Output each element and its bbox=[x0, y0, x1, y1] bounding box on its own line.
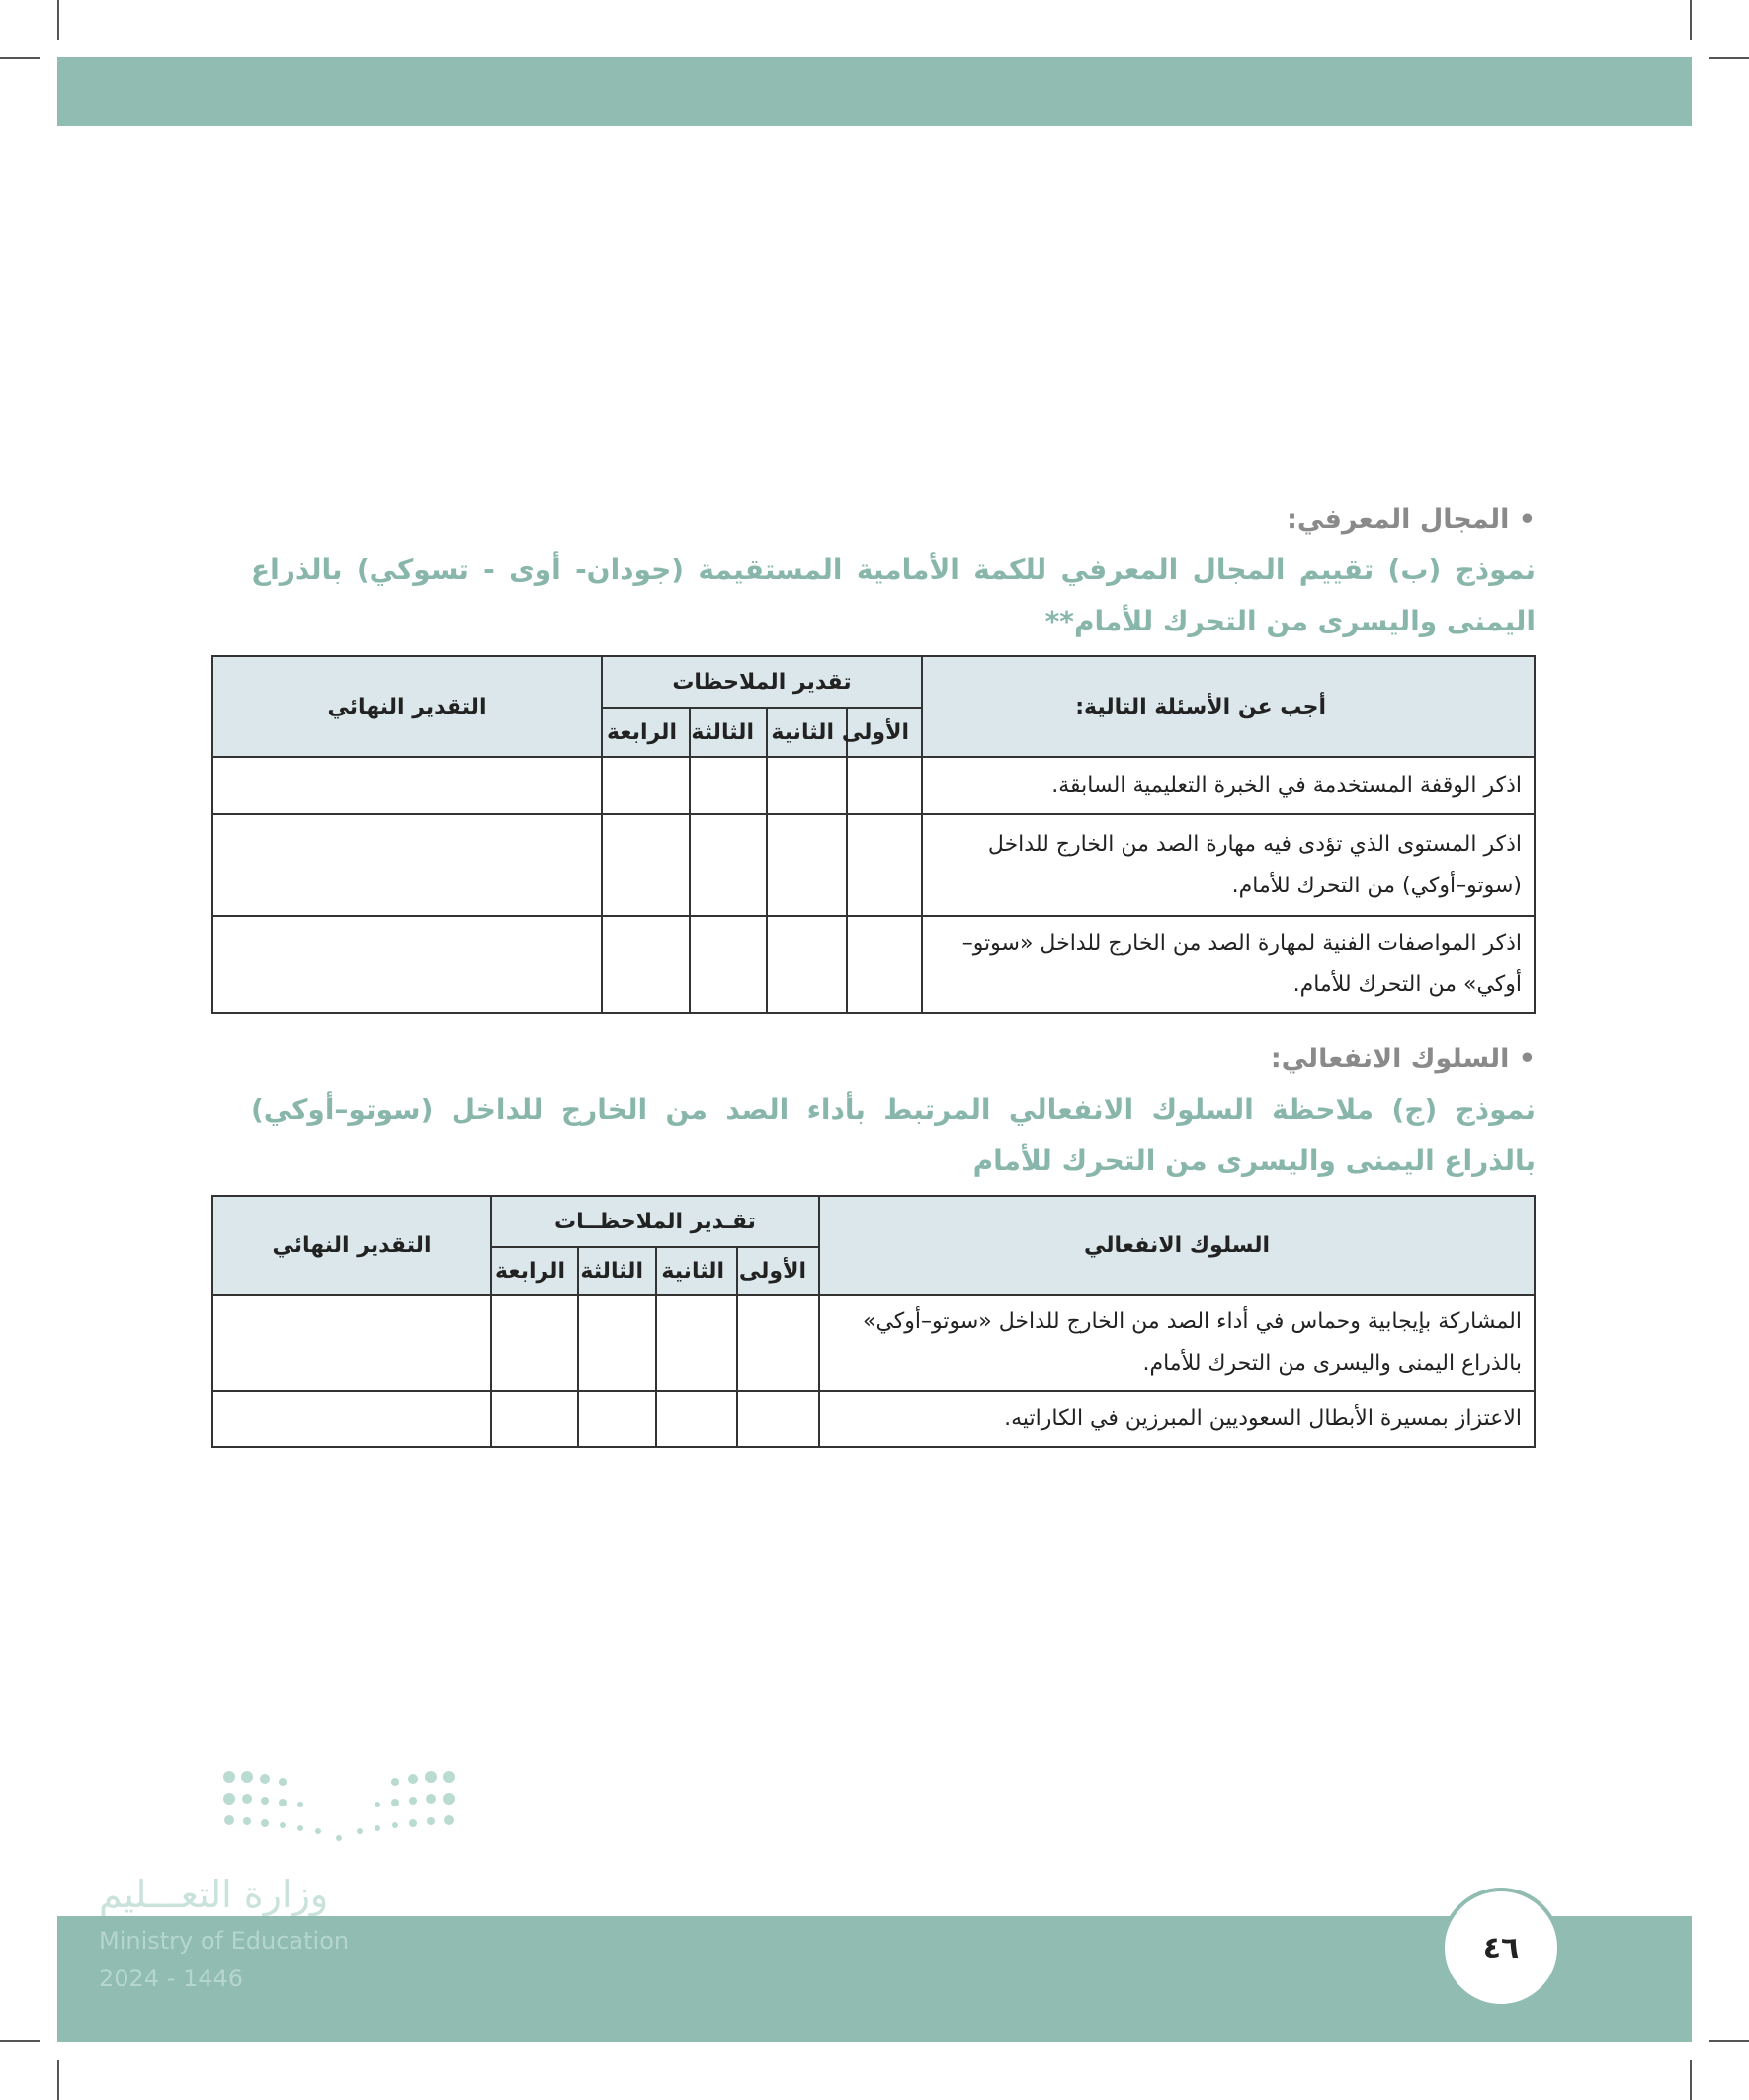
rating-cell[interactable] bbox=[491, 1391, 578, 1447]
rating-cell[interactable] bbox=[767, 757, 847, 814]
crop-mark bbox=[1690, 2060, 1692, 2100]
rating-cell[interactable] bbox=[602, 916, 690, 1013]
rating-cell[interactable] bbox=[656, 1295, 737, 1391]
model-c-title: نموذج (ج) ملاحظة السلوك الانفعالي المرتبط بأداء الصد من الخارج للداخل (سوتو–أوكي) بالذراع اليمنى واليسرى من التحرك للأمام bbox=[251, 1093, 1536, 1177]
rating-cell[interactable] bbox=[767, 814, 847, 916]
table-row bbox=[212, 1295, 1535, 1391]
rating-cell[interactable] bbox=[690, 916, 767, 1013]
behavior-cell: الاعتزاز بمسيرة الأبطال السعوديين المبرزين في الكاراتيه. bbox=[819, 1391, 1535, 1447]
rating-cell[interactable] bbox=[602, 757, 690, 814]
col-first-header: الأولى bbox=[737, 1247, 819, 1295]
col-questions-header: أجب عن الأسئلة التالية: bbox=[922, 656, 1535, 757]
final-rating-cell[interactable] bbox=[212, 814, 602, 916]
crop-mark bbox=[57, 2060, 59, 2100]
logo-arabic-text: وزارة التعـــليم bbox=[99, 1873, 329, 1916]
col-behavior-header: السلوك الانفعالي bbox=[819, 1196, 1535, 1295]
question-cell: اذكر المواصفات الفنية لمهارة الصد من الخارج للداخل «سوتو–أوكي» من التحرك للأمام. bbox=[922, 916, 1535, 1013]
crop-mark bbox=[57, 0, 59, 40]
rating-cell[interactable] bbox=[578, 1295, 656, 1391]
rating-cell[interactable] bbox=[578, 1391, 656, 1447]
rating-cell[interactable] bbox=[602, 814, 690, 916]
crop-mark bbox=[1709, 2040, 1749, 2042]
question-cell: اذكر الوقفة المستخدمة في الخبرة التعليمية السابقة. bbox=[922, 757, 1535, 814]
table-row bbox=[212, 1391, 1535, 1447]
cognitive-table bbox=[211, 655, 1536, 1014]
col-final-header: التقدير النهائي bbox=[212, 656, 602, 757]
col-observations-header: تقدير الملاحظات bbox=[602, 656, 922, 708]
col-fourth-header: الرابعة bbox=[491, 1247, 578, 1295]
rating-cell[interactable] bbox=[737, 1295, 819, 1391]
table-row bbox=[212, 814, 1535, 916]
behavior-cell: المشاركة بإيجابية وحماس في أداء الصد من الخارج للداخل «سوتو–أوكي» بالذراع اليمنى واليسرى من التحرك للأمام. bbox=[819, 1295, 1535, 1391]
question-cell: اذكر المستوى الذي تؤدى فيه مهارة الصد من الخارج للداخل (سوتو–أوكي) من التحرك للأمام. bbox=[922, 814, 1535, 916]
col-second-header: الثانية bbox=[767, 708, 847, 757]
section-affective-heading: • السلوك الانفعالي: bbox=[1270, 1044, 1536, 1074]
crop-mark bbox=[1690, 0, 1692, 40]
crop-mark bbox=[0, 57, 40, 59]
rating-cell[interactable] bbox=[690, 757, 767, 814]
final-rating-cell[interactable] bbox=[212, 916, 602, 1013]
crop-mark bbox=[1709, 57, 1749, 59]
col-second-header: الثانية bbox=[656, 1247, 737, 1295]
table-row bbox=[212, 916, 1535, 1013]
page-content bbox=[213, 504, 1536, 1448]
model-b-title: نموذج (ب) تقييم المجال المعرفي للكمة الأمامية المستقيمة (جودان- أوى - تسوكي) بالذراع اليمنى واليسرى من التحرك للأمام** bbox=[251, 553, 1536, 637]
page-number: ٤٦ bbox=[1441, 1888, 1561, 2008]
affective-table bbox=[211, 1195, 1536, 1448]
col-third-header: الثالثة bbox=[578, 1247, 656, 1295]
rating-cell[interactable] bbox=[690, 814, 767, 916]
header-band bbox=[57, 57, 1692, 126]
rating-cell[interactable] bbox=[847, 916, 922, 1013]
logo-year-text: 2024 - 1446 bbox=[99, 1965, 244, 1992]
col-first-header: الأولى bbox=[847, 708, 922, 757]
col-final-header: التقدير النهائي bbox=[212, 1196, 491, 1295]
rating-cell[interactable] bbox=[847, 814, 922, 916]
rating-cell[interactable] bbox=[767, 916, 847, 1013]
crop-mark bbox=[0, 2040, 40, 2042]
rating-cell[interactable] bbox=[847, 757, 922, 814]
final-rating-cell[interactable] bbox=[212, 1391, 491, 1447]
final-rating-cell[interactable] bbox=[212, 1295, 491, 1391]
rating-cell[interactable] bbox=[491, 1295, 578, 1391]
table-row bbox=[212, 757, 1535, 814]
col-observations-header: تقـدير الملاحظــات bbox=[491, 1196, 819, 1247]
final-rating-cell[interactable] bbox=[212, 757, 602, 814]
col-third-header: الثالثة bbox=[690, 708, 767, 757]
section-cognitive-heading: • المجال المعرفي: bbox=[1287, 504, 1536, 535]
logo-english-text: Ministry of Education bbox=[99, 1927, 350, 1955]
rating-cell[interactable] bbox=[737, 1391, 819, 1447]
rating-cell[interactable] bbox=[656, 1391, 737, 1447]
col-fourth-header: الرابعة bbox=[602, 708, 690, 757]
